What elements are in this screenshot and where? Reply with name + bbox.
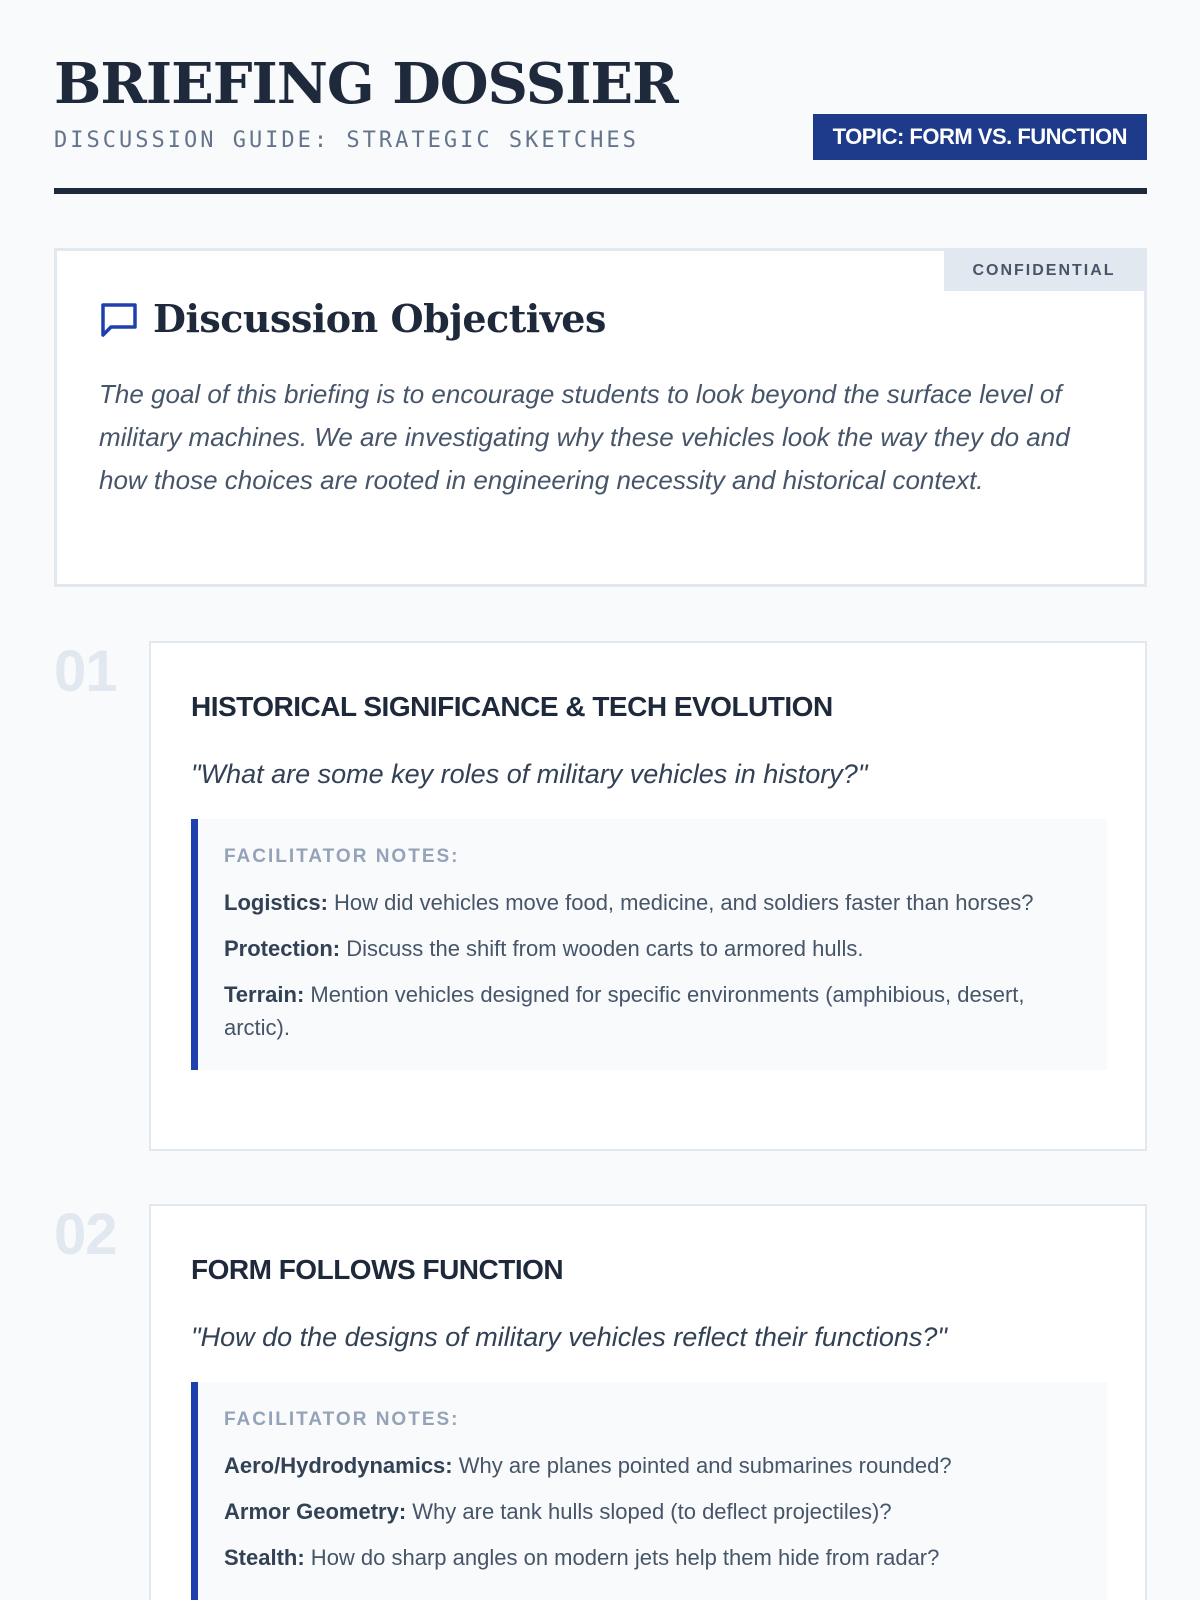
page-title: BRIEFING DOSSIER xyxy=(54,51,678,117)
chat-bubble-icon xyxy=(99,299,139,339)
dossier-header xyxy=(54,0,1147,194)
note-key: Protection: xyxy=(224,936,341,961)
section-card xyxy=(149,1204,1147,1600)
section-question: "How do the designs of military vehicles reflect their functions?" xyxy=(191,1322,948,1352)
page-subtitle: DISCUSSION GUIDE: STRATEGIC SKETCHES xyxy=(54,128,639,153)
facilitator-notes xyxy=(191,1382,1107,1600)
section-number: 02 xyxy=(54,1202,117,1267)
note-key: Logistics: xyxy=(224,890,328,915)
section-title: HISTORICAL SIGNIFICANCE & TECH EVOLUTION xyxy=(191,691,833,722)
note-text: Mention vehicles designed for specific environments (amphibious, desert, arctic). xyxy=(224,982,1025,1040)
note-text: How do sharp angles on modern jets help them hide from radar? xyxy=(304,1545,940,1570)
objectives-heading xyxy=(99,296,606,341)
note-key: Terrain: xyxy=(224,982,305,1007)
objectives-text: The goal of this briefing is to encourage students to look beyond the surface level of military machines. We are investigating why these vehicles look the way they do and how those choices are rooted in engineering necessity and historical context. xyxy=(99,379,1070,495)
section-card xyxy=(149,641,1147,1151)
note-item xyxy=(224,978,1081,1044)
note-key: Aero/Hydrodynamics: xyxy=(224,1453,453,1478)
note-item xyxy=(224,1449,1081,1482)
note-item xyxy=(224,886,1081,919)
note-text: Why are planes pointed and submarines rounded? xyxy=(452,1453,952,1478)
notes-label: FACILITATOR NOTES: xyxy=(224,846,460,867)
section-01 xyxy=(54,641,1147,1151)
section-number: 01 xyxy=(54,639,117,704)
note-text: How did vehicles move food, medicine, and soldiers faster than horses? xyxy=(327,890,1034,915)
objectives-card xyxy=(54,248,1147,587)
confidential-badge: CONFIDENTIAL xyxy=(944,251,1144,291)
section-question: "What are some key roles of military vehicles in history?" xyxy=(191,759,868,789)
note-item xyxy=(224,1541,1081,1574)
note-item xyxy=(224,932,1081,965)
section-02 xyxy=(54,1204,1147,1600)
notes-label: FACILITATOR NOTES: xyxy=(224,1409,460,1430)
note-key: Stealth: xyxy=(224,1545,305,1570)
note-text: Why are tank hulls sloped (to deflect projectiles)? xyxy=(406,1499,892,1524)
note-text: Discuss the shift from wooden carts to armored hulls. xyxy=(340,936,864,961)
objectives-title: Discussion Objectives xyxy=(153,296,606,341)
note-item xyxy=(224,1495,1081,1528)
dossier-page xyxy=(54,0,1147,1570)
facilitator-notes xyxy=(191,819,1107,1070)
section-title: FORM FOLLOWS FUNCTION xyxy=(191,1254,564,1285)
topic-badge: TOPIC: FORM VS. FUNCTION xyxy=(813,114,1147,160)
note-key: Armor Geometry: xyxy=(224,1499,407,1524)
